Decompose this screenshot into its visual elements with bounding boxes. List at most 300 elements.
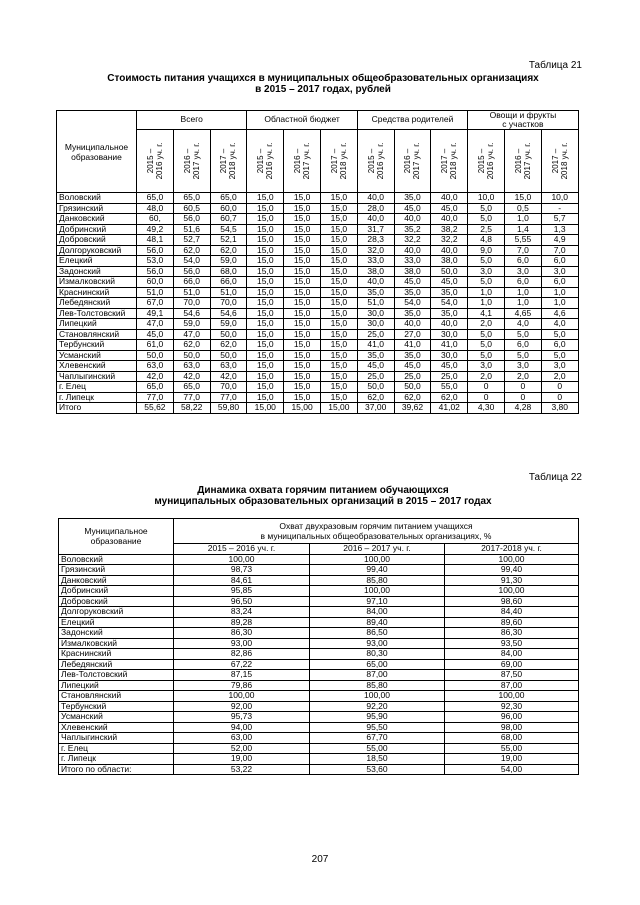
value-cell: 5,0 — [468, 203, 505, 214]
value-cell: 52,00 — [174, 743, 310, 754]
value-cell: 15,0 — [284, 298, 321, 309]
value-cell: 99,40 — [310, 565, 445, 576]
value-cell: 61,0 — [137, 340, 174, 351]
table22-label: Таблица 22 — [528, 472, 582, 483]
value-cell: 6,0 — [541, 256, 578, 267]
value-cell: 100,00 — [445, 691, 579, 702]
municipality-cell: Добринский — [57, 224, 137, 235]
value-cell: 100,00 — [174, 691, 310, 702]
municipality-cell: Тербунский — [59, 701, 174, 712]
value-cell: 1,0 — [505, 298, 542, 309]
value-cell: 41,0 — [431, 340, 468, 351]
value-cell: 63,0 — [210, 361, 247, 372]
value-cell: 100,00 — [445, 586, 579, 597]
value-cell: 15,0 — [320, 371, 357, 382]
value-cell: 15,0 — [320, 193, 357, 204]
table-row — [59, 586, 579, 597]
value-cell: 41,02 — [431, 403, 468, 414]
value-cell: 70,0 — [210, 298, 247, 309]
value-cell: 56,0 — [173, 266, 210, 277]
value-cell: 49,1 — [137, 308, 174, 319]
value-cell: 15,00 — [247, 403, 284, 414]
year-header-vegetables: 2017 – 2018 уч. г. — [541, 130, 578, 193]
value-cell: 85,80 — [310, 575, 445, 586]
food-cost-table — [56, 110, 579, 414]
table-row — [59, 617, 579, 628]
value-cell: 1,0 — [505, 214, 542, 225]
municipality-cell: г. Елец — [59, 743, 174, 754]
table-row — [59, 680, 579, 691]
value-cell: 89,40 — [310, 617, 445, 628]
value-cell: 15,0 — [320, 319, 357, 330]
value-cell: 50,0 — [431, 266, 468, 277]
value-cell: 15,0 — [247, 277, 284, 288]
value-cell: 59,0 — [210, 319, 247, 330]
table-row — [59, 743, 579, 754]
value-cell: 15,0 — [284, 392, 321, 403]
table-row — [57, 403, 579, 414]
municipality-cell: Лев-Толстовский — [59, 670, 174, 681]
value-cell: 28,0 — [357, 203, 394, 214]
value-cell: 87,50 — [445, 670, 579, 681]
value-cell: 48,1 — [137, 235, 174, 246]
value-cell: 0 — [468, 382, 505, 393]
value-cell: 56,0 — [173, 214, 210, 225]
value-cell: 15,0 — [247, 382, 284, 393]
value-cell: 7,0 — [505, 245, 542, 256]
value-cell: 60,0 — [137, 277, 174, 288]
value-cell: 15,0 — [320, 392, 357, 403]
value-cell: 15,0 — [284, 245, 321, 256]
municipality-cell: г. Липецк — [57, 392, 137, 403]
value-cell: 25,0 — [431, 371, 468, 382]
value-cell: 62,0 — [431, 392, 468, 403]
municipality-cell: Усманский — [59, 712, 174, 723]
value-cell: 55,0 — [431, 382, 468, 393]
value-cell: 5,0 — [468, 350, 505, 361]
coverage-header: Охват двухразовым горячим питанием учащихся в муниципальных общеобразовательных организациях, % — [174, 519, 579, 544]
value-cell: 94,00 — [174, 722, 310, 733]
value-cell: 85,80 — [310, 680, 445, 691]
value-cell: 35,0 — [394, 308, 431, 319]
value-cell: 15,0 — [247, 203, 284, 214]
value-cell: 77,0 — [210, 392, 247, 403]
value-cell: 51,0 — [357, 298, 394, 309]
value-cell: 15,0 — [284, 214, 321, 225]
value-cell: 5,0 — [468, 340, 505, 351]
municipality-cell: Елецкий — [59, 617, 174, 628]
value-cell: 39,62 — [394, 403, 431, 414]
value-cell: 2,0 — [505, 371, 542, 382]
value-cell: 53,0 — [137, 256, 174, 267]
value-cell: 62,0 — [173, 245, 210, 256]
value-cell: 87,00 — [445, 680, 579, 691]
value-cell: 15,0 — [247, 361, 284, 372]
value-cell: 51,0 — [137, 287, 174, 298]
value-cell: 65,0 — [137, 382, 174, 393]
value-cell: 5,0 — [468, 329, 505, 340]
value-cell: 15,0 — [284, 256, 321, 267]
value-cell: 68,00 — [445, 733, 579, 744]
value-cell: 4,0 — [505, 319, 542, 330]
value-cell: 3,0 — [541, 361, 578, 372]
municipality-cell: Долгоруковский — [59, 607, 174, 618]
year-header-total: 2016 – 2017 уч. г. — [173, 130, 210, 193]
value-cell: 54,6 — [210, 308, 247, 319]
value-cell: 99,40 — [445, 565, 579, 576]
municipality-cell: Хлевенский — [57, 361, 137, 372]
value-cell: 56,0 — [137, 266, 174, 277]
municipality-cell: Воловский — [57, 193, 137, 204]
value-cell: 9,0 — [468, 245, 505, 256]
value-cell: 40,0 — [357, 193, 394, 204]
year-header-regional-budget: 2017 – 2018 уч. г. — [320, 130, 357, 193]
value-cell: 54,0 — [173, 256, 210, 267]
value-cell: 60,0 — [210, 203, 247, 214]
value-cell: 15,0 — [320, 235, 357, 246]
value-cell: 4,6 — [541, 308, 578, 319]
value-cell: 3,80 — [541, 403, 578, 414]
value-cell: 32,2 — [394, 235, 431, 246]
value-cell: 30,0 — [431, 329, 468, 340]
value-cell: 10,0 — [468, 193, 505, 204]
value-cell: 50,0 — [210, 329, 247, 340]
value-cell: 31,7 — [357, 224, 394, 235]
value-cell: 60,5 — [173, 203, 210, 214]
value-cell: 45,0 — [394, 361, 431, 372]
municipality-cell: Добровский — [57, 235, 137, 246]
hot-meal-coverage-table — [58, 518, 579, 775]
table-row — [59, 638, 579, 649]
table-row — [57, 382, 579, 393]
value-cell: 15,0 — [284, 224, 321, 235]
value-cell: 2,0 — [541, 371, 578, 382]
value-cell: 89,28 — [174, 617, 310, 628]
value-cell: 45,0 — [137, 329, 174, 340]
value-cell: 15,0 — [284, 371, 321, 382]
value-cell: 15,0 — [320, 287, 357, 298]
value-cell: 52,7 — [173, 235, 210, 246]
value-cell: 66,0 — [210, 277, 247, 288]
value-cell: 84,40 — [445, 607, 579, 618]
table-row — [57, 371, 579, 382]
value-cell: 86,50 — [310, 628, 445, 639]
value-cell: 5,0 — [541, 350, 578, 361]
value-cell: 4,28 — [505, 403, 542, 414]
value-cell: 65,0 — [173, 193, 210, 204]
value-cell: 40,0 — [431, 214, 468, 225]
value-cell: 33,0 — [394, 256, 431, 267]
value-cell: 5,0 — [505, 350, 542, 361]
value-cell: 62,0 — [173, 340, 210, 351]
value-cell: 0 — [541, 392, 578, 403]
municipality-cell: Чаплыгинский — [57, 371, 137, 382]
municipality-cell: Липецкий — [59, 680, 174, 691]
municipality-cell: Задонский — [59, 628, 174, 639]
table-row — [57, 392, 579, 403]
value-cell: 62,0 — [357, 392, 394, 403]
value-cell: 15,0 — [320, 382, 357, 393]
year-header-vegetables: 2015 – 2016 уч. г. — [468, 130, 505, 193]
value-cell: 84,61 — [174, 575, 310, 586]
value-cell: 4,30 — [468, 403, 505, 414]
value-cell: 79,86 — [174, 680, 310, 691]
value-cell: 67,0 — [137, 298, 174, 309]
value-cell: 3,0 — [505, 361, 542, 372]
value-cell: 15,0 — [320, 340, 357, 351]
value-cell: 87,00 — [310, 670, 445, 681]
year-header-vegetables: 2016 – 2017 уч. г. — [505, 130, 542, 193]
year-header-total: 2015 – 2016 уч. г. — [137, 130, 174, 193]
value-cell: 66,0 — [173, 277, 210, 288]
value-cell: 55,00 — [310, 743, 445, 754]
value-cell: 100,00 — [174, 554, 310, 565]
value-cell: 91,30 — [445, 575, 579, 586]
value-cell: 53,60 — [310, 764, 445, 775]
value-cell: 15,0 — [247, 319, 284, 330]
municipality-cell: Данковский — [57, 214, 137, 225]
value-cell: 15,0 — [284, 203, 321, 214]
value-cell: 54,5 — [210, 224, 247, 235]
value-cell: 15,0 — [284, 350, 321, 361]
value-cell: 1,0 — [468, 287, 505, 298]
value-cell: 40,0 — [394, 319, 431, 330]
municipality-cell: Лебедянский — [57, 298, 137, 309]
table-row — [57, 256, 579, 267]
value-cell: 40,0 — [431, 319, 468, 330]
value-cell: 1,4 — [505, 224, 542, 235]
value-cell: 65,0 — [210, 193, 247, 204]
value-cell: 95,50 — [310, 722, 445, 733]
value-cell: 54,00 — [445, 764, 579, 775]
municipality-cell: Грязинский — [57, 203, 137, 214]
value-cell: 53,22 — [174, 764, 310, 775]
value-cell: 45,0 — [394, 277, 431, 288]
value-cell: 25,0 — [357, 371, 394, 382]
table-row — [59, 712, 579, 723]
value-cell: 98,73 — [174, 565, 310, 576]
table-row — [59, 754, 579, 765]
municipality-cell: г. Липецк — [59, 754, 174, 765]
value-cell: 19,00 — [174, 754, 310, 765]
value-cell: 5,0 — [505, 329, 542, 340]
value-cell: 63,0 — [137, 361, 174, 372]
value-cell: 33,0 — [357, 256, 394, 267]
value-cell: 60, — [137, 214, 174, 225]
value-cell: 15,0 — [247, 298, 284, 309]
value-cell: 6,0 — [541, 340, 578, 351]
year-header-regional-budget: 2015 – 2016 уч. г. — [247, 130, 284, 193]
group-header-regional-budget: Областной бюджет — [247, 111, 357, 130]
value-cell: 51,6 — [173, 224, 210, 235]
value-cell: 63,0 — [173, 361, 210, 372]
municipality-cell: Чаплыгинский — [59, 733, 174, 744]
table21-title: Стоимость питания учащихся в муниципальных общеобразовательных организациях в 2015 – 2017 годах, рублей — [107, 73, 539, 95]
value-cell: 18,50 — [310, 754, 445, 765]
value-cell: 54,6 — [173, 308, 210, 319]
value-cell: 40,0 — [394, 214, 431, 225]
value-cell: 51,0 — [210, 287, 247, 298]
value-cell: 77,0 — [137, 392, 174, 403]
table22-title: Динамика охвата горячим питанием обучающихся муниципальных образовательных организаций в 2015 – 2017 годах — [154, 485, 492, 507]
municipality-cell: Липецкий — [57, 319, 137, 330]
value-cell: 87,15 — [174, 670, 310, 681]
value-cell: 0,5 — [505, 203, 542, 214]
value-cell: 3,0 — [505, 266, 542, 277]
value-cell: 27,0 — [394, 329, 431, 340]
value-cell: 7,0 — [541, 245, 578, 256]
value-cell: 6,0 — [505, 340, 542, 351]
value-cell: 35,0 — [357, 287, 394, 298]
value-cell: 38,2 — [431, 224, 468, 235]
group-header-total: Всего — [137, 111, 247, 130]
municipality-cell: Краснинский — [59, 649, 174, 660]
year-header: 2017-2018 уч. г. — [445, 544, 579, 555]
value-cell: 15,0 — [284, 340, 321, 351]
table-row — [59, 607, 579, 618]
value-cell: - — [541, 203, 578, 214]
municipality-cell: Итого по области: — [59, 764, 174, 775]
value-cell: 59,80 — [210, 403, 247, 414]
value-cell: 35,2 — [394, 224, 431, 235]
value-cell: 38,0 — [394, 266, 431, 277]
value-cell: 65,0 — [173, 382, 210, 393]
value-cell: 92,20 — [310, 701, 445, 712]
value-cell: 0 — [505, 382, 542, 393]
municipality-cell: Краснинский — [57, 287, 137, 298]
value-cell: 15,0 — [247, 224, 284, 235]
municipality-cell: Тербунский — [57, 340, 137, 351]
value-cell: 37,00 — [357, 403, 394, 414]
page-number: 207 — [311, 854, 329, 865]
table-row — [59, 575, 579, 586]
table-row — [59, 596, 579, 607]
municipality-cell: Грязинский — [59, 565, 174, 576]
table-row — [57, 361, 579, 372]
table-row — [57, 214, 579, 225]
value-cell: 15,0 — [247, 266, 284, 277]
value-cell: 96,00 — [445, 712, 579, 723]
value-cell: 95,85 — [174, 586, 310, 597]
value-cell: 38,0 — [357, 266, 394, 277]
year-header-parents-funds: 2015 – 2016 уч. г. — [357, 130, 394, 193]
table-row — [59, 628, 579, 639]
value-cell: 84,00 — [445, 649, 579, 660]
value-cell: 89,60 — [445, 617, 579, 628]
value-cell: 5,0 — [541, 329, 578, 340]
table-row — [57, 350, 579, 361]
value-cell: 10,0 — [541, 193, 578, 204]
value-cell: 54,0 — [431, 298, 468, 309]
value-cell: 93,50 — [445, 638, 579, 649]
value-cell: 35,0 — [394, 350, 431, 361]
value-cell: 40,0 — [394, 245, 431, 256]
value-cell: 69,00 — [445, 659, 579, 670]
value-cell: 15,0 — [247, 371, 284, 382]
value-cell: 6,0 — [541, 277, 578, 288]
value-cell: 5,55 — [505, 235, 542, 246]
value-cell: 15,00 — [284, 403, 321, 414]
municipality-cell: Добровский — [59, 596, 174, 607]
value-cell: 25,0 — [394, 371, 431, 382]
table-row — [59, 670, 579, 681]
value-cell: 30,0 — [431, 350, 468, 361]
table-row — [57, 319, 579, 330]
value-cell: 97,10 — [310, 596, 445, 607]
table-row — [57, 203, 579, 214]
value-cell: 1,0 — [541, 287, 578, 298]
value-cell: 15,0 — [320, 266, 357, 277]
value-cell: 15,0 — [505, 193, 542, 204]
value-cell: 15,0 — [284, 329, 321, 340]
value-cell: 38,0 — [431, 256, 468, 267]
value-cell: 68,0 — [210, 266, 247, 277]
value-cell: 35,0 — [431, 287, 468, 298]
value-cell: 6,0 — [505, 256, 542, 267]
municipality-cell: Становлянский — [59, 691, 174, 702]
value-cell: 28,3 — [357, 235, 394, 246]
value-cell: 55,62 — [137, 403, 174, 414]
value-cell: 62,0 — [210, 340, 247, 351]
value-cell: 60,7 — [210, 214, 247, 225]
value-cell: 15,0 — [284, 235, 321, 246]
value-cell: 15,0 — [320, 245, 357, 256]
value-cell: 100,00 — [310, 554, 445, 565]
year-header-parents-funds: 2016 – 2017 уч. г. — [394, 130, 431, 193]
value-cell: 41,0 — [357, 340, 394, 351]
value-cell: 4,0 — [541, 319, 578, 330]
value-cell: 0 — [468, 392, 505, 403]
year-header-total: 2017 – 2018 уч. г. — [210, 130, 247, 193]
value-cell: 15,0 — [284, 266, 321, 277]
value-cell: 15,0 — [320, 329, 357, 340]
value-cell: 15,0 — [284, 319, 321, 330]
value-cell: 15,0 — [247, 340, 284, 351]
value-cell: 35,0 — [431, 308, 468, 319]
year-header-parents-funds: 2017 – 2018 уч. г. — [431, 130, 468, 193]
value-cell: 95,90 — [310, 712, 445, 723]
year-header: 2015 – 2016 уч. г. — [174, 544, 310, 555]
value-cell: 35,0 — [394, 287, 431, 298]
value-cell: 4,1 — [468, 308, 505, 319]
value-cell: 49,2 — [137, 224, 174, 235]
value-cell: 56,0 — [137, 245, 174, 256]
value-cell: 5,0 — [468, 214, 505, 225]
value-cell: 15,0 — [320, 298, 357, 309]
value-cell: 15,0 — [247, 256, 284, 267]
municipality-cell: Долгоруковский — [57, 245, 137, 256]
value-cell: 19,00 — [445, 754, 579, 765]
table-row — [57, 266, 579, 277]
value-cell: 92,00 — [174, 701, 310, 712]
municipality-cell: Воловский — [59, 554, 174, 565]
table-row — [59, 764, 579, 775]
value-cell: 0 — [505, 392, 542, 403]
table-row — [57, 287, 579, 298]
value-cell: 35,0 — [357, 350, 394, 361]
table-row — [57, 298, 579, 309]
municipality-cell: Елецкий — [57, 256, 137, 267]
value-cell: 41,0 — [394, 340, 431, 351]
value-cell: 15,0 — [284, 193, 321, 204]
value-cell: 15,0 — [247, 392, 284, 403]
value-cell: 15,0 — [284, 287, 321, 298]
municipality-cell: Задонский — [57, 266, 137, 277]
table-row — [57, 224, 579, 235]
value-cell: 50,0 — [137, 350, 174, 361]
table-row — [59, 565, 579, 576]
value-cell: 86,30 — [445, 628, 579, 639]
